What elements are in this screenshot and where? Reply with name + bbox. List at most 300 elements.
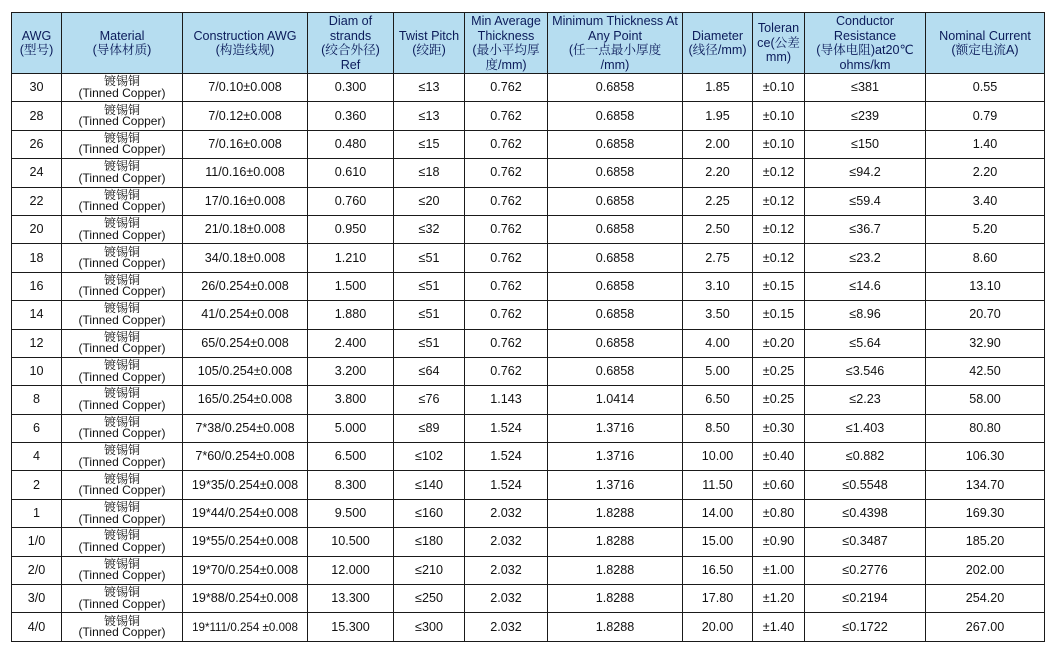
material-en: (Tinned Copper) <box>78 397 166 412</box>
cell-strands: 1.210 <box>308 244 394 272</box>
cell-pitch: ≤160 <box>394 499 465 527</box>
material-cn: 镀锡铜 <box>103 443 140 458</box>
table-row <box>12 471 1045 499</box>
cell-resistance: ≤0.2776 <box>805 556 926 584</box>
cell-diameter: 2.25 <box>683 187 753 215</box>
cell-tolerance: ±0.12 <box>753 215 805 243</box>
material-en: (Tinned Copper) <box>78 142 166 157</box>
table-row <box>12 187 1045 215</box>
cell-avg_thick: 0.762 <box>465 159 548 187</box>
column-header-min-avg-thickness <box>465 13 548 74</box>
material-cn: 镀锡铜 <box>103 500 140 515</box>
cell-min_thick: 0.6858 <box>548 159 683 187</box>
cell-tolerance: ±0.10 <box>753 74 805 102</box>
cell-tolerance: ±0.60 <box>753 471 805 499</box>
cell-min_thick: 1.3716 <box>548 471 683 499</box>
cell-construction: 19*70/0.254±0.008 <box>183 556 308 584</box>
column-header-line: (绞合外径) <box>321 43 380 57</box>
column-header-line: mm) <box>765 50 792 65</box>
column-header-tolerance <box>753 13 805 74</box>
cell-tolerance: ±0.40 <box>753 443 805 471</box>
column-header-line: Min Average Thickness <box>471 14 541 43</box>
cell-avg_thick: 2.032 <box>465 528 548 556</box>
cell-current: 134.70 <box>926 471 1045 499</box>
cell-min_thick: 0.6858 <box>548 329 683 357</box>
cell-pitch: ≤76 <box>394 386 465 414</box>
table-row <box>12 443 1045 471</box>
column-header-line: (线径/mm) <box>688 43 747 57</box>
cell-construction: 19*111/0.254 ±0.008 <box>183 613 308 641</box>
cell-material <box>62 159 183 187</box>
cell-tolerance: ±0.10 <box>753 102 805 130</box>
cell-avg_thick: 0.762 <box>465 244 548 272</box>
cell-tolerance: ±0.80 <box>753 499 805 527</box>
cell-avg_thick: 2.032 <box>465 556 548 584</box>
cell-tolerance: ±0.25 <box>753 357 805 385</box>
cell-tolerance: ±0.90 <box>753 528 805 556</box>
cell-strands: 2.400 <box>308 329 394 357</box>
table-row <box>12 556 1045 584</box>
cell-min_thick: 1.8288 <box>548 499 683 527</box>
material-en: (Tinned Copper) <box>78 454 166 469</box>
cell-strands: 5.000 <box>308 414 394 442</box>
cell-avg_thick: 0.762 <box>465 102 548 130</box>
cell-construction: 34/0.18±0.008 <box>183 244 308 272</box>
column-header-line: Minimum Thickness At Any Point <box>552 14 678 43</box>
cell-material <box>62 272 183 300</box>
cell-diameter: 17.80 <box>683 585 753 613</box>
cell-pitch: ≤32 <box>394 215 465 243</box>
cell-material <box>62 357 183 385</box>
cell-pitch: ≤180 <box>394 528 465 556</box>
material-en: (Tinned Copper) <box>78 199 166 214</box>
table-header <box>12 13 1045 74</box>
cell-current: 42.50 <box>926 357 1045 385</box>
cell-resistance: ≤0.882 <box>805 443 926 471</box>
cell-tolerance: ±0.12 <box>753 187 805 215</box>
table-row <box>12 215 1045 243</box>
cell-diameter: 1.85 <box>683 74 753 102</box>
cell-diameter: 15.00 <box>683 528 753 556</box>
cell-awg: 8 <box>12 386 62 414</box>
cell-material <box>62 329 183 357</box>
material-cn: 镀锡铜 <box>103 556 140 571</box>
cell-pitch: ≤51 <box>394 301 465 329</box>
cell-material <box>62 130 183 158</box>
spec-table-container <box>11 12 1045 642</box>
column-header-line: Diameter <box>691 28 744 43</box>
header-row <box>12 13 1045 74</box>
cell-min_thick: 0.6858 <box>548 244 683 272</box>
cell-avg_thick: 1.524 <box>465 414 548 442</box>
cell-diameter: 5.00 <box>683 357 753 385</box>
material-en: (Tinned Copper) <box>78 256 166 271</box>
cell-avg_thick: 2.032 <box>465 499 548 527</box>
cell-material <box>62 443 183 471</box>
material-en: (Tinned Copper) <box>78 625 166 640</box>
column-header-line: Twist Pitch <box>398 28 460 43</box>
material-cn: 镀锡铜 <box>103 471 140 486</box>
cell-construction: 7*38/0.254±0.008 <box>183 414 308 442</box>
column-header-line: Toleran <box>757 21 800 36</box>
column-header-construction <box>183 13 308 74</box>
cell-awg: 6 <box>12 414 62 442</box>
cell-material <box>62 414 183 442</box>
cell-pitch: ≤210 <box>394 556 465 584</box>
column-header-line: (构造线规) <box>215 43 275 57</box>
cell-min_thick: 1.8288 <box>548 613 683 641</box>
cell-resistance: ≤2.23 <box>805 386 926 414</box>
cell-min_thick: 1.3716 <box>548 414 683 442</box>
cell-awg: 12 <box>12 329 62 357</box>
material-cn: 镀锡铜 <box>103 358 140 373</box>
table-row <box>12 414 1045 442</box>
material-cn: 镀锡铜 <box>103 613 140 628</box>
cell-awg: 18 <box>12 244 62 272</box>
material-cn: 镀锡铜 <box>103 130 140 145</box>
cell-tolerance: ±0.10 <box>753 130 805 158</box>
cell-current: 8.60 <box>926 244 1045 272</box>
cell-construction: 19*55/0.254±0.008 <box>183 528 308 556</box>
cell-awg: 1 <box>12 499 62 527</box>
material-en: (Tinned Copper) <box>78 568 166 583</box>
column-header-min-thickness <box>548 13 683 74</box>
cell-avg_thick: 0.762 <box>465 130 548 158</box>
cell-material <box>62 102 183 130</box>
cell-material <box>62 301 183 329</box>
table-row <box>12 102 1045 130</box>
cell-avg_thick: 0.762 <box>465 301 548 329</box>
cell-current: 185.20 <box>926 528 1045 556</box>
cell-resistance: ≤1.403 <box>805 414 926 442</box>
cell-material <box>62 556 183 584</box>
cell-construction: 19*35/0.254±0.008 <box>183 471 308 499</box>
column-header-line: (额定电流A) <box>951 43 1019 57</box>
table-row <box>12 74 1045 102</box>
cell-current: 80.80 <box>926 414 1045 442</box>
cell-strands: 0.610 <box>308 159 394 187</box>
cell-pitch: ≤300 <box>394 613 465 641</box>
cell-avg_thick: 0.762 <box>465 272 548 300</box>
cell-current: 202.00 <box>926 556 1045 584</box>
cell-avg_thick: 2.032 <box>465 585 548 613</box>
column-header-line: Construction AWG <box>193 28 297 43</box>
cell-awg: 28 <box>12 102 62 130</box>
cell-min_thick: 0.6858 <box>548 74 683 102</box>
cell-awg: 24 <box>12 159 62 187</box>
cell-current: 2.20 <box>926 159 1045 187</box>
cell-strands: 15.300 <box>308 613 394 641</box>
table-body <box>12 74 1045 642</box>
cell-resistance: ≤150 <box>805 130 926 158</box>
column-header-line: (最小平均厚 <box>472 43 540 57</box>
material-en: (Tinned Copper) <box>78 85 166 100</box>
material-en: (Tinned Copper) <box>78 426 166 441</box>
cell-pitch: ≤102 <box>394 443 465 471</box>
cell-material <box>62 499 183 527</box>
cell-resistance: ≤8.96 <box>805 301 926 329</box>
cell-current: 3.40 <box>926 187 1045 215</box>
cell-resistance: ≤0.1722 <box>805 613 926 641</box>
table-row <box>12 585 1045 613</box>
cell-diameter: 16.50 <box>683 556 753 584</box>
table-row <box>12 301 1045 329</box>
material-cn: 镀锡铜 <box>103 301 140 316</box>
column-header-strands <box>308 13 394 74</box>
cell-pitch: ≤51 <box>394 329 465 357</box>
cell-current: 20.70 <box>926 301 1045 329</box>
table-row <box>12 613 1045 641</box>
material-en: (Tinned Copper) <box>78 170 166 185</box>
cell-construction: 7/0.10±0.008 <box>183 74 308 102</box>
column-header-diameter <box>683 13 753 74</box>
cell-tolerance: ±0.15 <box>753 272 805 300</box>
material-en: (Tinned Copper) <box>78 114 166 129</box>
cell-pitch: ≤250 <box>394 585 465 613</box>
cell-construction: 19*88/0.254±0.008 <box>183 585 308 613</box>
cell-awg: 16 <box>12 272 62 300</box>
cell-material <box>62 187 183 215</box>
cell-avg_thick: 0.762 <box>465 215 548 243</box>
cell-resistance: ≤0.5548 <box>805 471 926 499</box>
column-header-line: ohms/km <box>839 57 891 72</box>
cell-resistance: ≤59.4 <box>805 187 926 215</box>
cell-tolerance: ±0.30 <box>753 414 805 442</box>
cell-resistance: ≤381 <box>805 74 926 102</box>
cell-min_thick: 0.6858 <box>548 130 683 158</box>
cell-diameter: 6.50 <box>683 386 753 414</box>
table-row <box>12 159 1045 187</box>
cell-material <box>62 386 183 414</box>
cell-resistance: ≤239 <box>805 102 926 130</box>
table-row <box>12 528 1045 556</box>
cell-resistance: ≤14.6 <box>805 272 926 300</box>
cell-min_thick: 0.6858 <box>548 215 683 243</box>
cell-material <box>62 613 183 641</box>
cell-pitch: ≤140 <box>394 471 465 499</box>
cell-strands: 0.480 <box>308 130 394 158</box>
material-cn: 镀锡铜 <box>103 585 140 600</box>
material-cn: 镀锡铜 <box>103 102 140 117</box>
cell-avg_thick: 0.762 <box>465 329 548 357</box>
column-header-line: (导体电阻)at20℃ <box>816 43 914 57</box>
column-header-line: Conductor Resistance <box>833 14 897 43</box>
cell-awg: 10 <box>12 357 62 385</box>
material-cn: 镀锡铜 <box>103 329 140 344</box>
cell-resistance: ≤3.546 <box>805 357 926 385</box>
column-header-material <box>62 13 183 74</box>
cell-current: 32.90 <box>926 329 1045 357</box>
cell-strands: 1.880 <box>308 301 394 329</box>
cell-tolerance: ±0.25 <box>753 386 805 414</box>
table-row <box>12 130 1045 158</box>
cell-diameter: 20.00 <box>683 613 753 641</box>
cell-avg_thick: 2.032 <box>465 613 548 641</box>
cell-current: 267.00 <box>926 613 1045 641</box>
material-en: (Tinned Copper) <box>78 539 166 554</box>
cell-pitch: ≤20 <box>394 187 465 215</box>
cell-strands: 0.760 <box>308 187 394 215</box>
column-header-current <box>926 13 1045 74</box>
cell-awg: 2/0 <box>12 556 62 584</box>
cell-diameter: 3.10 <box>683 272 753 300</box>
column-header-line: Material <box>99 28 145 43</box>
cell-min_thick: 0.6858 <box>548 357 683 385</box>
cell-diameter: 2.20 <box>683 159 753 187</box>
table-row <box>12 329 1045 357</box>
cell-current: 169.30 <box>926 499 1045 527</box>
cell-material <box>62 244 183 272</box>
material-en: (Tinned Copper) <box>78 596 166 611</box>
cell-pitch: ≤89 <box>394 414 465 442</box>
cell-tolerance: ±1.40 <box>753 613 805 641</box>
cell-avg_thick: 1.524 <box>465 443 548 471</box>
cell-avg_thick: 1.143 <box>465 386 548 414</box>
cell-min_thick: 1.8288 <box>548 528 683 556</box>
cell-resistance: ≤0.2194 <box>805 585 926 613</box>
table-row <box>12 357 1045 385</box>
material-en: (Tinned Copper) <box>78 511 166 526</box>
cell-current: 5.20 <box>926 215 1045 243</box>
cell-diameter: 4.00 <box>683 329 753 357</box>
cell-pitch: ≤13 <box>394 102 465 130</box>
column-header-line: 度/mm) <box>485 57 527 72</box>
cell-construction: 41/0.254±0.008 <box>183 301 308 329</box>
cell-construction: 11/0.16±0.008 <box>183 159 308 187</box>
column-header-resistance <box>805 13 926 74</box>
material-en: (Tinned Copper) <box>78 227 166 242</box>
cell-tolerance: ±1.20 <box>753 585 805 613</box>
cell-strands: 12.000 <box>308 556 394 584</box>
cell-min_thick: 1.0414 <box>548 386 683 414</box>
cell-strands: 3.800 <box>308 386 394 414</box>
cell-resistance: ≤36.7 <box>805 215 926 243</box>
column-header-line: (型号) <box>19 43 54 57</box>
cell-current: 1.40 <box>926 130 1045 158</box>
cell-construction: 105/0.254±0.008 <box>183 357 308 385</box>
cell-strands: 0.950 <box>308 215 394 243</box>
cell-current: 58.00 <box>926 386 1045 414</box>
cell-diameter: 11.50 <box>683 471 753 499</box>
cell-diameter: 14.00 <box>683 499 753 527</box>
cell-resistance: ≤23.2 <box>805 244 926 272</box>
cell-material <box>62 585 183 613</box>
column-header-line: Diam of strands <box>328 14 373 43</box>
cell-construction: 21/0.18±0.008 <box>183 215 308 243</box>
cell-current: 13.10 <box>926 272 1045 300</box>
material-en: (Tinned Copper) <box>78 483 166 498</box>
table-row <box>12 386 1045 414</box>
cell-construction: 26/0.254±0.008 <box>183 272 308 300</box>
column-header-line: (任一点最小厚度 <box>568 43 662 57</box>
cell-construction: 19*44/0.254±0.008 <box>183 499 308 527</box>
cell-diameter: 2.00 <box>683 130 753 158</box>
material-en: (Tinned Copper) <box>78 312 166 327</box>
cell-diameter: 2.75 <box>683 244 753 272</box>
cell-diameter: 3.50 <box>683 301 753 329</box>
cell-pitch: ≤64 <box>394 357 465 385</box>
table-row <box>12 244 1045 272</box>
column-header-line: ce(公差 <box>757 35 800 50</box>
cell-tolerance: ±0.12 <box>753 159 805 187</box>
cell-strands: 0.360 <box>308 102 394 130</box>
cell-current: 254.20 <box>926 585 1045 613</box>
cell-material <box>62 215 183 243</box>
cell-strands: 3.200 <box>308 357 394 385</box>
column-header-line: (绞距) <box>412 43 446 57</box>
cell-awg: 2 <box>12 471 62 499</box>
cell-current: 0.55 <box>926 74 1045 102</box>
cell-current: 0.79 <box>926 102 1045 130</box>
cell-resistance: ≤0.3487 <box>805 528 926 556</box>
cell-awg: 3/0 <box>12 585 62 613</box>
cell-avg_thick: 0.762 <box>465 357 548 385</box>
cell-strands: 13.300 <box>308 585 394 613</box>
material-cn: 镀锡铜 <box>103 216 140 231</box>
material-cn: 镀锡铜 <box>103 74 140 89</box>
cell-awg: 20 <box>12 215 62 243</box>
cell-awg: 1/0 <box>12 528 62 556</box>
material-en: (Tinned Copper) <box>78 341 166 356</box>
cell-strands: 10.500 <box>308 528 394 556</box>
cell-resistance: ≤0.4398 <box>805 499 926 527</box>
cell-tolerance: ±0.15 <box>753 301 805 329</box>
cell-construction: 7*60/0.254±0.008 <box>183 443 308 471</box>
cell-strands: 9.500 <box>308 499 394 527</box>
cell-construction: 7/0.12±0.008 <box>183 102 308 130</box>
material-cn: 镀锡铜 <box>103 187 140 202</box>
cell-awg: 4/0 <box>12 613 62 641</box>
material-cn: 镀锡铜 <box>103 414 140 429</box>
cell-avg_thick: 0.762 <box>465 74 548 102</box>
cell-min_thick: 0.6858 <box>548 187 683 215</box>
cell-pitch: ≤13 <box>394 74 465 102</box>
cell-construction: 7/0.16±0.008 <box>183 130 308 158</box>
material-en: (Tinned Copper) <box>78 284 166 299</box>
column-header-line: Ref <box>340 57 361 72</box>
cell-awg: 14 <box>12 301 62 329</box>
cell-diameter: 8.50 <box>683 414 753 442</box>
cell-strands: 0.300 <box>308 74 394 102</box>
awg-spec-table <box>11 12 1045 642</box>
material-cn: 镀锡铜 <box>103 272 140 287</box>
material-cn: 镀锡铜 <box>103 528 140 543</box>
column-header-twist-pitch <box>394 13 465 74</box>
cell-strands: 8.300 <box>308 471 394 499</box>
column-header-line: AWG <box>21 28 52 43</box>
column-header-line: (导体材质) <box>92 43 152 57</box>
cell-diameter: 1.95 <box>683 102 753 130</box>
material-cn: 镀锡铜 <box>103 386 140 401</box>
cell-tolerance: ±0.20 <box>753 329 805 357</box>
cell-construction: 165/0.254±0.008 <box>183 386 308 414</box>
cell-min_thick: 0.6858 <box>548 272 683 300</box>
cell-resistance: ≤5.64 <box>805 329 926 357</box>
cell-diameter: 2.50 <box>683 215 753 243</box>
cell-strands: 6.500 <box>308 443 394 471</box>
cell-min_thick: 1.3716 <box>548 443 683 471</box>
cell-tolerance: ±1.00 <box>753 556 805 584</box>
cell-avg_thick: 0.762 <box>465 187 548 215</box>
cell-construction: 17/0.16±0.008 <box>183 187 308 215</box>
column-header-line: Nominal Current <box>939 28 1031 43</box>
cell-current: 106.30 <box>926 443 1045 471</box>
material-cn: 镀锡铜 <box>103 244 140 259</box>
cell-min_thick: 1.8288 <box>548 556 683 584</box>
table-row <box>12 272 1045 300</box>
cell-material <box>62 528 183 556</box>
material-en: (Tinned Copper) <box>78 369 166 384</box>
